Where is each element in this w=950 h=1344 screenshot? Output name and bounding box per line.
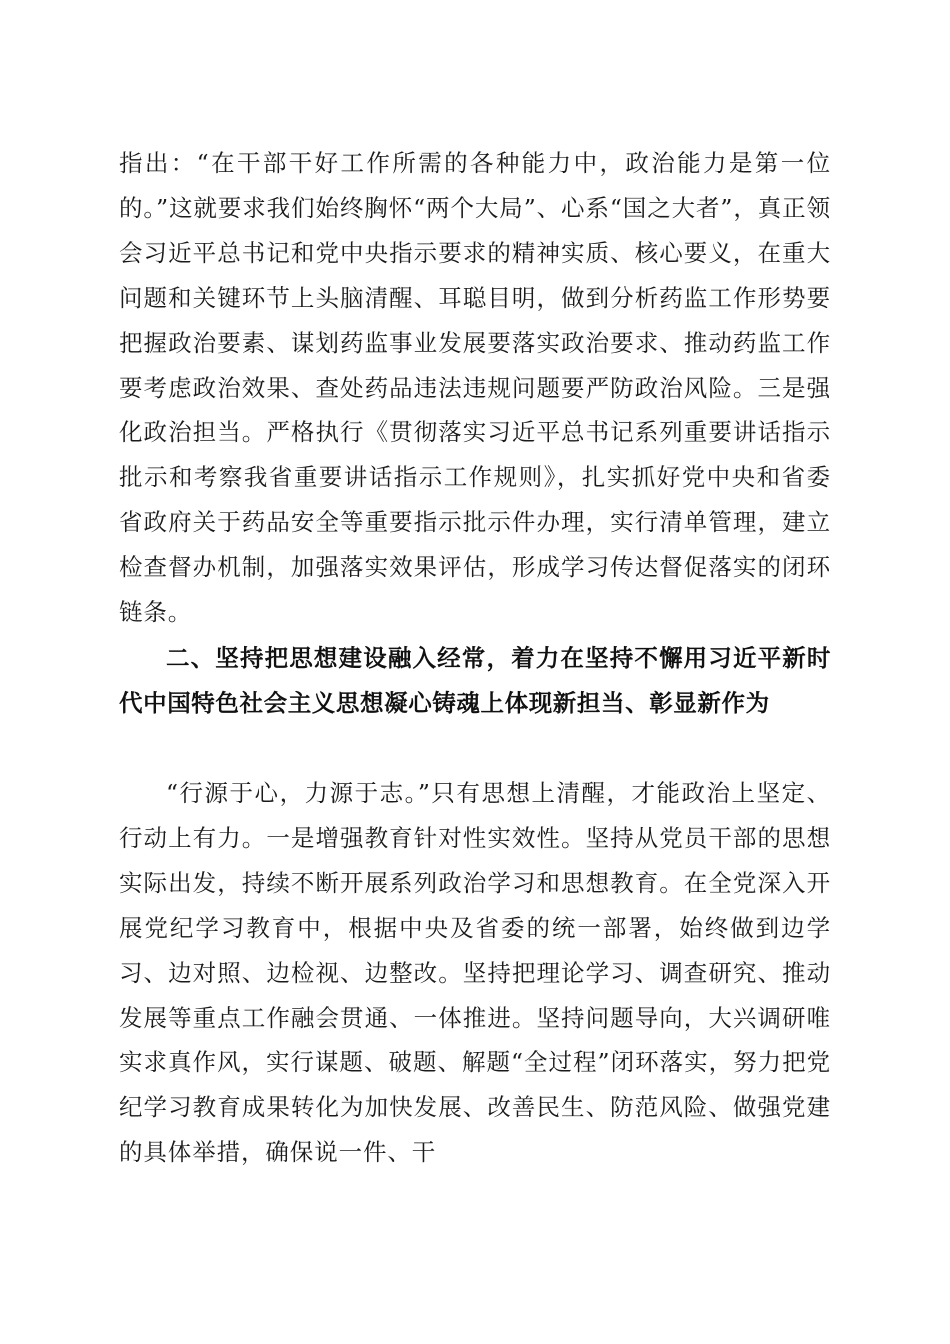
body-paragraph-2: “行源于心，力源于志。”只有思想上清醒，才能政治上坚定、行动上有力。一是增强教育针对性实效性。坚持从党员干部的思想实际出发，持续不断开展系列政治学习和思想教育。在全党深入开展党纪学习教育中，根据中央及省委的统一部署，始终做到边学习、边对照、边检视、边整改。坚持把理论学习、调查研究、推动发展等重点工作融会贯通、一体推进。坚持问题导向，大兴调研唯实求真作风，实行谋题、破题、解题“全过程”闭环落实，努力把党纪学习教育成果转化为加快发展、改善民生、防范风险、做强党建的具体举措，确保说一件、干 <box>119 779 831 1167</box>
body-paragraph-1: 指出：“在干部干好工作所需的各种能力中，政治能力是第一位的。”这就要求我们始终胸怀“两个大局”、心系“国之大者”，真正领会习近平总书记和党中央指示要求的精神实质、核心要义，在重大问题和关键环节上头脑清醒、耳聪目明，做到分析药监工作形势要把握政治要素、谋划药监事业发展要落实政治要求、推动药监工作要考虑政治效果、查处药品违法违规问题要严防政治风险。三是强化政治担当。严格执行《贯彻落实习近平总书记系列重要讲话指示批示和考察我省重要讲话指示工作规则》，扎实抓好党中央和省委省政府关于药品安全等重要指示批示件办理，实行清单管理，建立检查督办机制，加强落实效果评估，形成学习传达督促落实的闭环链条。 <box>119 149 831 627</box>
section-heading-2: 二、坚持把思想建设融入经常，着力在坚持不懈用习近平新时代中国特色社会主义思想凝心铸魂上体现新担当、彰显新作为 <box>119 644 831 717</box>
